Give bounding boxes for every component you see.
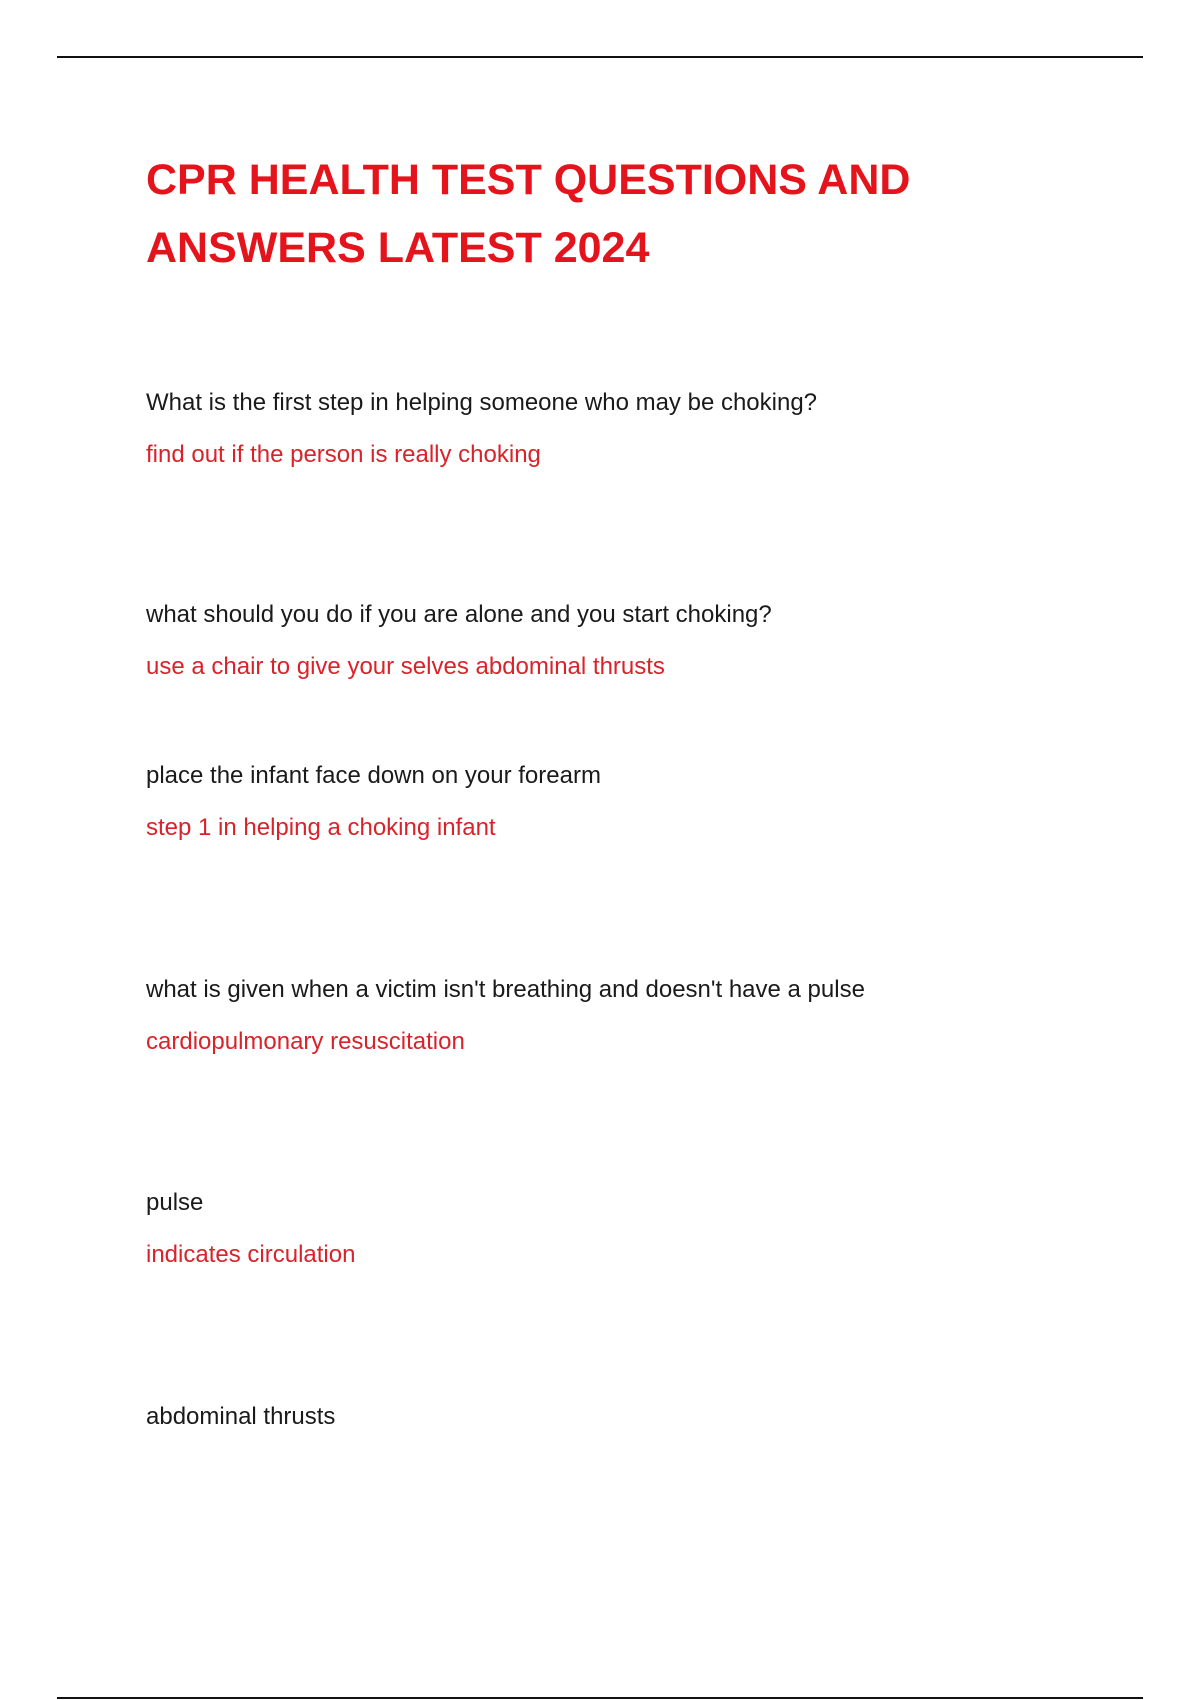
question-text: abdominal thrusts <box>146 1403 336 1430</box>
question-text: what should you do if you are alone and you start choking? <box>146 601 772 628</box>
qa-item-6 <box>146 1402 1146 1432</box>
title-line-2: ANSWERS LATEST 2024 <box>146 224 650 272</box>
answer-text: indicates circulation <box>146 1241 356 1268</box>
bottom-rule <box>57 1697 1143 1699</box>
qa-item-4 <box>146 975 1146 1057</box>
top-rule <box>57 56 1143 58</box>
qa-item-3 <box>146 761 1146 843</box>
answer-text: step 1 in helping a choking infant <box>146 814 496 841</box>
qa-item-1 <box>146 388 1146 470</box>
question-text: What is the first step in helping someone who may be choking? <box>146 389 818 416</box>
answer-text: use a chair to give your selves abdominal thrusts <box>146 653 665 680</box>
qa-item-2 <box>146 600 1146 682</box>
answer-text: find out if the person is really choking <box>146 441 541 468</box>
question-text: place the infant face down on your forearm <box>146 762 601 789</box>
qa-item-5 <box>146 1188 1146 1270</box>
answer-text: cardiopulmonary resuscitation <box>146 1028 465 1055</box>
question-text: what is given when a victim isn't breathing and doesn't have a pulse <box>146 976 865 1003</box>
document-title <box>146 146 1046 282</box>
title-line-1: CPR HEALTH TEST QUESTIONS AND <box>146 156 911 204</box>
question-text: pulse <box>146 1189 204 1216</box>
